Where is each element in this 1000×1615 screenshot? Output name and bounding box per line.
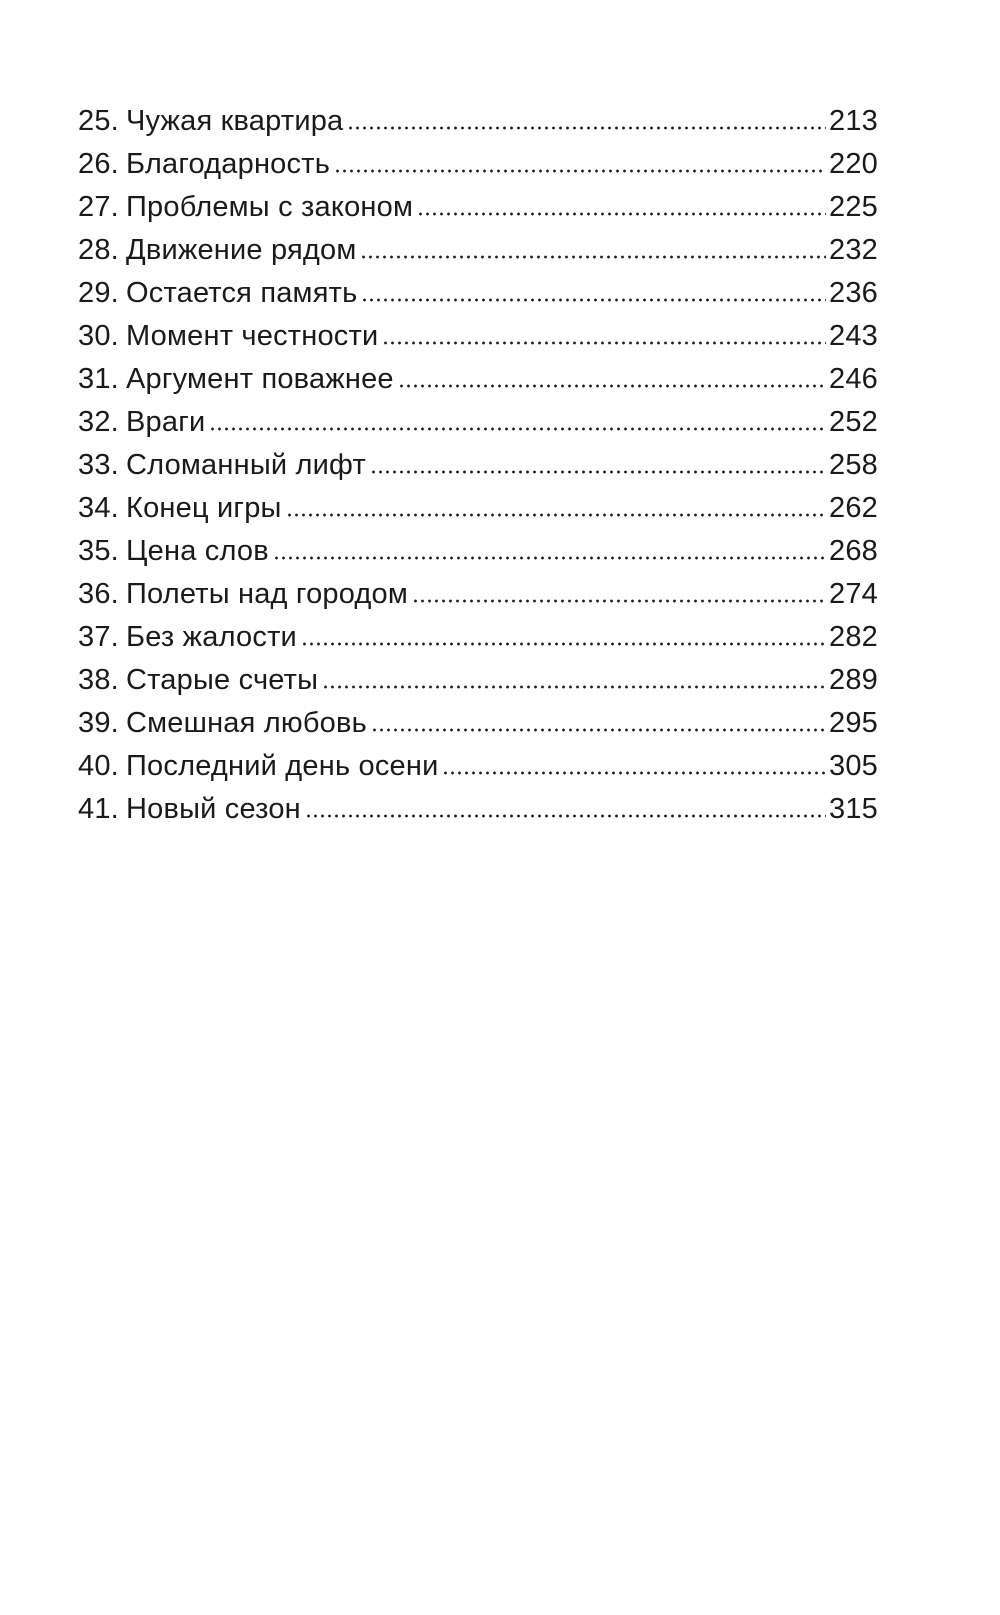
entry-page-number: 274 — [829, 578, 878, 610]
toc-entry — [78, 229, 878, 272]
entry-number: 37. — [78, 621, 119, 653]
entry-number: 29. — [78, 277, 119, 309]
entry-number: 31. — [78, 363, 119, 395]
entry-number: 33. — [78, 449, 119, 481]
toc-entry — [78, 143, 878, 186]
entry-title: Без жалости — [126, 621, 297, 653]
dot-leader — [301, 642, 826, 646]
entry-page-number: 268 — [829, 535, 878, 567]
dot-leader — [360, 255, 826, 259]
entry-title: Конец игры — [126, 492, 282, 524]
entry-page-number: 246 — [829, 363, 878, 395]
dot-leader — [305, 814, 826, 818]
entry-number: 34. — [78, 492, 119, 524]
toc-entry — [78, 186, 878, 229]
entry-title: Полеты над городом — [126, 578, 409, 610]
entry-number: 26. — [78, 148, 119, 180]
dot-leader — [286, 513, 826, 517]
dot-leader — [370, 470, 826, 474]
toc-entry — [78, 358, 878, 401]
toc-entry — [78, 530, 878, 573]
toc-entry — [78, 315, 878, 358]
entry-title: Благодарность — [126, 148, 330, 180]
entry-page-number: 305 — [829, 750, 878, 782]
dot-leader — [442, 771, 826, 775]
entry-page-number: 232 — [829, 234, 878, 266]
entry-page-number: 243 — [829, 320, 878, 352]
dot-leader — [361, 298, 826, 302]
entry-title: Старые счеты — [126, 664, 319, 696]
toc-entry — [78, 788, 878, 831]
entry-number: 40. — [78, 750, 119, 782]
toc-entry — [78, 616, 878, 659]
entry-page-number: 213 — [829, 105, 878, 137]
entry-title: Проблемы с законом — [126, 191, 414, 223]
toc-entry — [78, 272, 878, 315]
entry-number: 27. — [78, 191, 119, 223]
entry-title: Враги — [126, 406, 206, 438]
entry-number: 38. — [78, 664, 119, 696]
entry-number: 30. — [78, 320, 119, 352]
toc-entry — [78, 444, 878, 487]
entry-page-number: 236 — [829, 277, 878, 309]
entry-title: Смешная любовь — [126, 707, 367, 739]
entry-page-number: 295 — [829, 707, 878, 739]
dot-leader — [417, 212, 826, 216]
entry-title: Момент честности — [126, 320, 379, 352]
dot-leader — [322, 685, 826, 689]
entry-number: 32. — [78, 406, 119, 438]
dot-leader — [398, 384, 826, 388]
entry-page-number: 315 — [829, 793, 878, 825]
entry-title: Движение рядом — [126, 234, 357, 266]
toc-entry — [78, 401, 878, 444]
entry-number: 35. — [78, 535, 119, 567]
entry-title: Остается память — [126, 277, 358, 309]
entry-title: Чужая квартира — [126, 105, 344, 137]
entry-number: 25. — [78, 105, 119, 137]
entry-page-number: 262 — [829, 492, 878, 524]
entry-number: 39. — [78, 707, 119, 739]
toc-entry — [78, 487, 878, 530]
entry-page-number: 289 — [829, 664, 878, 696]
dot-leader — [273, 556, 826, 560]
table-of-contents — [78, 100, 878, 831]
entry-page-number: 258 — [829, 449, 878, 481]
toc-entry — [78, 659, 878, 702]
entry-title: Цена слов — [126, 535, 269, 567]
toc-entry — [78, 100, 878, 143]
entry-number: 41. — [78, 793, 119, 825]
dot-leader — [334, 169, 826, 173]
dot-leader — [382, 341, 826, 345]
entry-number: 36. — [78, 578, 119, 610]
entry-title: Аргумент поважнее — [126, 363, 394, 395]
toc-entry — [78, 702, 878, 745]
entry-page-number: 225 — [829, 191, 878, 223]
toc-entry — [78, 573, 878, 616]
entry-number: 28. — [78, 234, 119, 266]
dot-leader — [209, 427, 826, 431]
dot-leader — [371, 728, 826, 732]
entry-title: Сломанный лифт — [126, 449, 366, 481]
entry-page-number: 282 — [829, 621, 878, 653]
entry-page-number: 220 — [829, 148, 878, 180]
entry-title: Последний день осени — [126, 750, 439, 782]
entry-title: Новый сезон — [126, 793, 301, 825]
entry-page-number: 252 — [829, 406, 878, 438]
toc-entry — [78, 745, 878, 788]
dot-leader — [347, 126, 826, 130]
dot-leader — [412, 599, 826, 603]
